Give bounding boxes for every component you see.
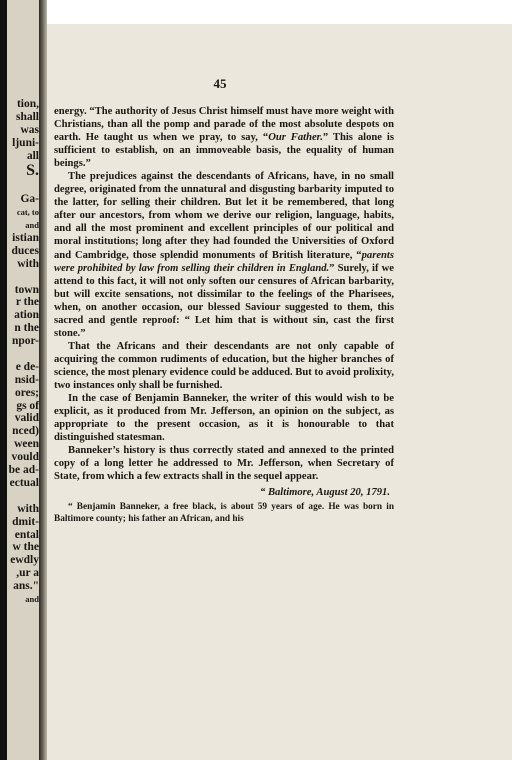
margin-fragment: was	[20, 123, 39, 136]
margin-fragment: ljuni-	[12, 136, 39, 149]
paragraph-1-text: energy. “The authority of Jesus Christ himself must have more weight with Christians, than all the pomp and parade of the most absolute despots on earth. He taught us when we pray, to say, “	[54, 106, 394, 144]
margin-fragment: duces	[11, 244, 39, 257]
margin-fragment: ,ur a	[16, 567, 39, 580]
margin-fragment: ation	[14, 309, 39, 322]
paragraph-2-text: The prejudices against the descendants of Africans, have, in no small degree, originated from the unnatural and disgusting barbarity imputed to the latter, for selling their children. But let it be remembered, that long after our ancestors, from whom we derive our religion, language, habits, and all the most prominent and excellent principles of our political and moral institutions; long after they had founded the Universities of Oxford and Cambridge, those splendid monuments of British literature, “	[54, 171, 394, 261]
margin-fragment: gs of	[16, 399, 39, 412]
body-text	[54, 105, 394, 525]
binding-edge	[0, 0, 7, 760]
margin-fragment: nsid-	[14, 373, 39, 386]
paragraph-4: In the case of Benjamin Banneker, the writer of this would wish to be explicit, as it produced from Mr. Jefferson, an opinion on the subject, as appropriate to the present occasion, as it is honourable to that distinguished statesman.	[54, 393, 394, 444]
page-gutter	[39, 0, 47, 760]
page	[47, 24, 512, 760]
margin-fragment: Ga-	[20, 193, 39, 206]
adjacent-page-fragments	[7, 98, 39, 606]
paragraph-1-italic: Our Father.	[268, 132, 323, 144]
margin-fragment: ores;	[14, 386, 39, 399]
margin-fragment	[7, 490, 39, 503]
margin-fragment: ectual	[9, 476, 39, 489]
margin-fragment: nced)	[12, 425, 39, 438]
margin-fragment: tion,	[16, 98, 39, 110]
margin-fragment: cat, to	[16, 207, 39, 218]
page-number: 45	[213, 76, 227, 91]
margin-fragment: and	[25, 220, 39, 231]
margin-fragment: ental	[14, 528, 39, 541]
closing-paragraph: “ Benjamin Banneker, a free black, is about 59 years of age. He was born in Baltimore county; his father an African, and his	[54, 502, 394, 525]
margin-fragment: with	[17, 257, 39, 270]
margin-fragment: with	[17, 502, 39, 515]
margin-fragment: npor-	[11, 335, 39, 348]
paragraph-2	[54, 170, 394, 340]
margin-fragment: w the	[12, 541, 39, 554]
margin-fragment: valid	[14, 412, 39, 425]
paragraph-1-text-end: ” This alone is sufficient to establish, on an immoveable basis, the equality of human beings.”	[54, 132, 394, 170]
margin-fragment: all	[26, 149, 39, 162]
margin-fragment: ans."	[13, 580, 39, 593]
margin-fragment: ween	[14, 438, 39, 451]
margin-fragment: shall	[15, 110, 39, 123]
margin-fragment: be ad-	[8, 464, 39, 477]
paragraph-2-italic: parents were prohibited by law from selling their children in England.	[54, 249, 394, 274]
paragraph-1	[54, 105, 394, 170]
paragraph-3: That the Africans and their descendants are not only capable of acquiring the common rudiments of education, but the higher branches of science, the most plenary evidence could be adduced. But to avoid prolixity, two instances only shall be furnished.	[54, 340, 394, 391]
margin-fragment	[7, 348, 39, 361]
margin-fragment: ewdly	[10, 554, 39, 567]
margin-fragment: istian	[12, 232, 39, 245]
margin-fragment: r the	[15, 296, 39, 309]
margin-fragment	[7, 271, 39, 284]
adjacent-page-strip	[7, 0, 39, 760]
paragraph-5: Banneker’s history is thus correctly stated and annexed to the printed copy of a long letter he addressed to Mr. Jefferson, when Secretary of State, from which a few extracts shall in the sequel appear.	[54, 445, 394, 483]
margin-fragment: n the	[14, 322, 39, 335]
margin-fragment	[7, 180, 39, 193]
margin-fragment: town	[14, 283, 39, 296]
margin-fragment: e de-	[15, 360, 39, 373]
paragraph-2-text-end: ” Surely, if we attend to this fact, it will not only soften our censures of African barbarity, but will excite sensations, not dissimilar to the feelings of the Pharisees, when, on another occasion, our blessed Saviour suggested to them, this sacred and gentle reproof: “ Let him that is without sin, cast the first stone.”	[54, 262, 394, 339]
margin-fragment: vould	[11, 451, 39, 464]
margin-fragment: and	[25, 593, 39, 604]
margin-fragment: S.	[26, 162, 39, 180]
margin-fragment: dmit-	[12, 515, 39, 528]
letter-dateline: “ Baltimore, August 20, 1791.	[260, 487, 390, 499]
